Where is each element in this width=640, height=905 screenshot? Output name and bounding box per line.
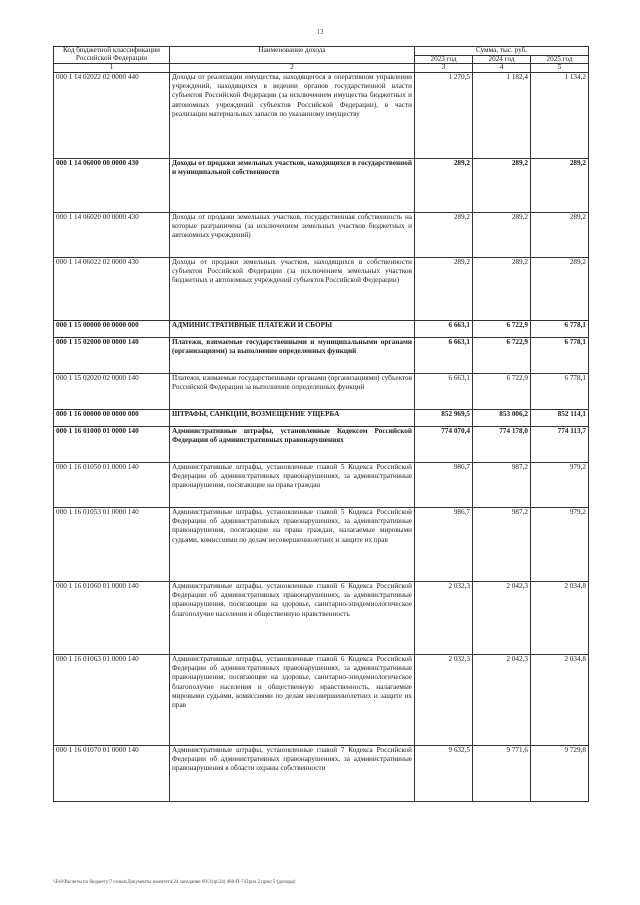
value-2023-cell: 6 663,1 <box>415 320 473 337</box>
value-2024-cell: 289,2 <box>473 212 531 257</box>
name-cell: Доходы от продажи земельных участков, находящихся в собственности субъектов Российской Федерации (за исключением земельных участков бюджетных и автономных учреждений субъектов Российской Федерации) <box>170 257 415 320</box>
table-row <box>54 373 589 409</box>
table-row <box>54 426 589 462</box>
value-2023-cell: 6 663,1 <box>415 373 473 409</box>
value-2025-cell: 979,2 <box>531 507 589 581</box>
value-2025-cell: 2 034,8 <box>531 654 589 745</box>
code-cell: 000 1 16 01060 01 0000 140 <box>54 581 170 654</box>
value-2023-cell: 852 969,5 <box>415 409 473 426</box>
code-cell: 000 1 14 02022 02 0000 440 <box>54 72 170 158</box>
value-2024-cell: 6 722,9 <box>473 320 531 337</box>
table-row <box>54 409 589 426</box>
table-row <box>54 72 589 158</box>
value-2025-cell: 852 114,1 <box>531 409 589 426</box>
code-cell: 000 1 15 02020 02 0000 140 <box>54 373 170 409</box>
code-cell: 000 1 16 01053 01 0000 140 <box>54 507 170 581</box>
value-2024-cell: 6 722,9 <box>473 373 531 409</box>
name-cell: Платежи, взимаемые государственными и муниципальными органами (организациями) за выполнение определенных функций <box>170 337 415 373</box>
header-year-2024: 2024 год <box>473 55 531 64</box>
table-row <box>54 462 589 507</box>
table-row <box>54 212 589 257</box>
header-sum: Сумма, тыс. руб. <box>415 47 589 56</box>
name-cell: Административные штрафы, установленные главой 5 Кодекса Российской Федерации об административных правонарушениях, за административные правонарушения, посягающие на права граждан, налагаемые мировыми судьями, комиссиями по делам несовершеннолетних и защите их прав <box>170 507 415 581</box>
code-cell: 000 1 14 06020 00 0000 430 <box>54 212 170 257</box>
value-2024-cell: 1 182,4 <box>473 72 531 158</box>
page-number: 13 <box>316 28 324 36</box>
value-2023-cell: 2 032,3 <box>415 581 473 654</box>
header-year-2023: 2023 год <box>415 55 473 64</box>
value-2025-cell: 6 778,1 <box>531 320 589 337</box>
code-cell: 000 1 16 01070 01 0000 140 <box>54 745 170 801</box>
value-2023-cell: 9 632,5 <box>415 745 473 801</box>
header-year-2025: 2025 год <box>531 55 589 64</box>
value-2023-cell: 986,7 <box>415 462 473 507</box>
value-2024-cell: 9 771,6 <box>473 745 531 801</box>
name-cell: Доходы от реализации имущества, находящегося в оперативном управлении учреждений, находящихся в ведении органов государственной власти субъектов Российской Федерации (за исключением имущества бюджетных и автономных учреждений субъектов Российской Федерации), в части реализации материальных запасов по указанному имуществу <box>170 72 415 158</box>
value-2023-cell: 774 070,4 <box>415 426 473 462</box>
budget-table <box>53 46 589 802</box>
value-2024-cell: 774 178,0 <box>473 426 531 462</box>
code-cell: 000 1 15 00000 00 0000 000 <box>54 320 170 337</box>
table-row <box>54 654 589 745</box>
col-number: 1 <box>54 64 170 73</box>
value-2025-cell: 289,2 <box>531 212 589 257</box>
table-row <box>54 257 589 320</box>
header-code: Код бюджетной классификации Российской Федерации <box>54 47 170 64</box>
value-2024-cell: 289,2 <box>473 257 531 320</box>
code-cell: 000 1 16 01000 01 0000 140 <box>54 426 170 462</box>
col-number: 5 <box>531 64 589 73</box>
name-cell: Административные штрафы, установленные главой 6 Кодекса Российской Федерации об административных правонарушениях, за административные правонарушения, посягающие на здоровье, санитарно-эпидемиологическое благополучие населения и общественную нравственность, налагаемые мировыми судьями, комиссиями по делам несовершеннолетних и защите их прав <box>170 654 415 745</box>
value-2023-cell: 289,2 <box>415 158 473 212</box>
value-2023-cell: 986,7 <box>415 507 473 581</box>
table-body <box>54 72 589 801</box>
value-2024-cell: 2 042,3 <box>473 581 531 654</box>
code-cell: 000 1 14 06022 02 0000 430 <box>54 257 170 320</box>
name-cell: Доходы от продажи земельных участков, государственная собственность на которые разграничена (за исключением земельных участков бюджетных и автономных учреждений) <box>170 212 415 257</box>
name-cell: Доходы от продажи земельных участков, находящихся в государственной и муниципальной собственности <box>170 158 415 212</box>
col-number: 4 <box>473 64 531 73</box>
name-cell: Административные штрафы, установленные главой 5 Кодекса Российской Федерации об административных правонарушениях, за административные правонарушения, посягающие на права граждан <box>170 462 415 507</box>
value-2025-cell: 1 134,2 <box>531 72 589 158</box>
table-row <box>54 320 589 337</box>
code-cell: 000 1 16 01050 01 0000 140 <box>54 462 170 507</box>
name-cell: Административные штрафы, установленные главой 7 Кодекса Российской Федерации об административных правонарушениях, за административные правонарушения в области охраны собственности <box>170 745 415 801</box>
value-2024-cell: 2 042,3 <box>473 654 531 745</box>
name-cell: Платежи, взимаемые государственными органами (организациями) субъектов Российской Федерации за выполнение определенных функций <box>170 373 415 409</box>
value-2023-cell: 289,2 <box>415 257 473 320</box>
name-cell: ШТРАФЫ, САНКЦИИ, ВОЗМЕЩЕНИЕ УЩЕРБА <box>170 409 415 426</box>
value-2025-cell: 6 778,1 <box>531 337 589 373</box>
code-cell: 000 1 14 06000 00 0000 430 <box>54 158 170 212</box>
value-2025-cell: 979,2 <box>531 462 589 507</box>
value-2025-cell: 2 034,8 <box>531 581 589 654</box>
value-2024-cell: 987,2 <box>473 462 531 507</box>
value-2025-cell: 9 729,8 <box>531 745 589 801</box>
value-2023-cell: 289,2 <box>415 212 473 257</box>
value-2024-cell: 853 006,2 <box>473 409 531 426</box>
header-name: Наименование дохода <box>170 47 415 64</box>
name-cell: Административные штрафы, установленные Кодексом Российской Федерации об административных правонарушениях <box>170 426 415 462</box>
code-cell: 000 1 16 01063 01 0000 140 <box>54 654 170 745</box>
value-2023-cell: 6 663,1 <box>415 337 473 373</box>
value-2025-cell: 289,2 <box>531 257 589 320</box>
value-2025-cell: 774 113,7 <box>531 426 589 462</box>
name-cell: Административные штрафы, установленные главой 6 Кодекса Российской Федерации об административных правонарушениях, за административные правонарушения, посягающие на здоровье, санитарно-эпидемиологическое благополучие населения и общественную нравственность <box>170 581 415 654</box>
table-row <box>54 337 589 373</box>
table-row <box>54 507 589 581</box>
table-row <box>54 745 589 801</box>
value-2024-cell: 6 722,9 <box>473 337 531 373</box>
value-2024-cell: 289,2 <box>473 158 531 212</box>
file-path-footer: \\Fs0\Расчеты по бюджету\7 созыв\Документы комитета\24 заседание 09\3\пр\24) 460-П-7\Прил 2 прил 5 (доходы) <box>53 880 296 885</box>
value-2025-cell: 289,2 <box>531 158 589 212</box>
name-cell: АДМИНИСТРАТИВНЫЕ ПЛАТЕЖИ И СБОРЫ <box>170 320 415 337</box>
value-2023-cell: 2 032,3 <box>415 654 473 745</box>
value-2025-cell: 6 778,1 <box>531 373 589 409</box>
value-2024-cell: 987,2 <box>473 507 531 581</box>
table-row <box>54 581 589 654</box>
code-cell: 000 1 16 00000 00 0000 000 <box>54 409 170 426</box>
col-number: 3 <box>415 64 473 73</box>
value-2023-cell: 1 270,5 <box>415 72 473 158</box>
table-row <box>54 158 589 212</box>
col-number: 2 <box>170 64 415 73</box>
code-cell: 000 1 15 02000 00 0000 140 <box>54 337 170 373</box>
